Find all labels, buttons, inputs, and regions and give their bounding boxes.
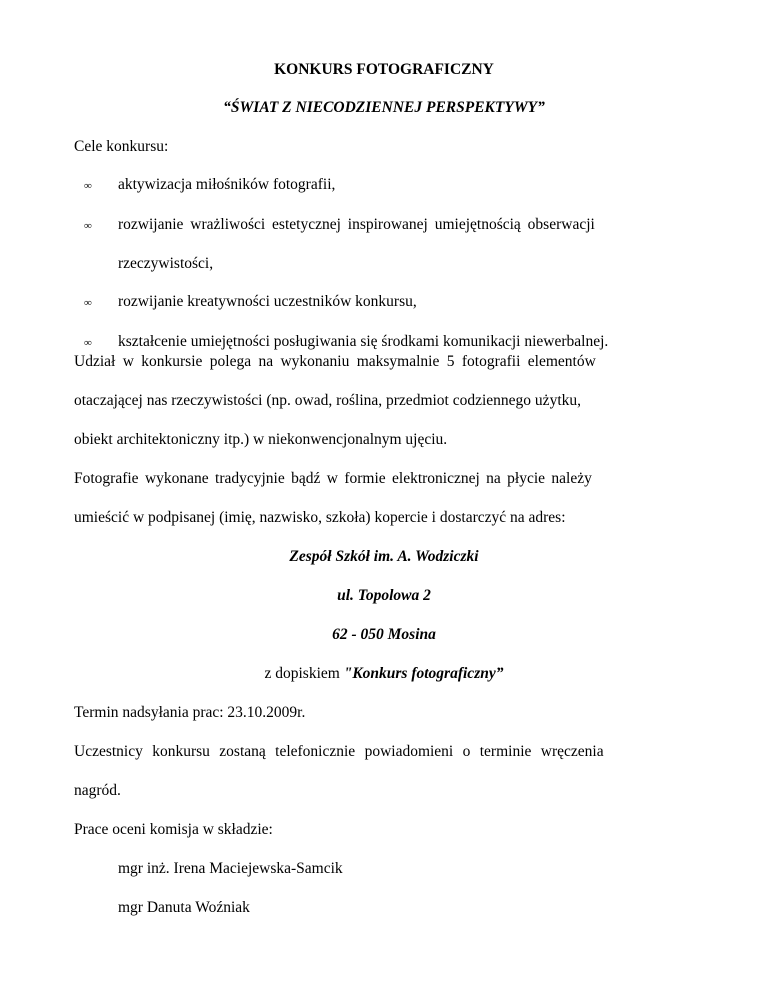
committee-member: mgr inż. Irena Maciejewska-Samcik — [118, 860, 343, 877]
participation-line: Udział w konkursie polega na wykonaniu maksymalnie 5 fotografii elementów — [74, 353, 596, 370]
participation-line: otaczającej nas rzeczywistości (np. owad, roślina, przedmiot codziennego użytku, — [74, 392, 581, 409]
address-name: Zespół Szkół im. A. Wodziczki — [289, 548, 479, 565]
bullet-icon: ∞ — [84, 180, 92, 192]
notification-line: nagród. — [74, 782, 121, 799]
participation-line: obiekt architektoniczny itp.) w niekonwencjonalnym ujęciu. — [74, 431, 448, 448]
notification-line: Uczestnicy konkursu zostaną telefonicznie powiadomieni o terminie wręczenia — [74, 743, 604, 760]
goal-item: rozwijanie kreatywności uczestników konkursu, — [118, 293, 417, 310]
committee-heading: Prace oceni komisja w składzie: — [74, 821, 273, 838]
document-subtitle: “ŚWIAT Z NIECODZIENNEJ PERSPEKTYWY” — [223, 99, 545, 116]
address-city: 62 - 050 Mosina — [332, 626, 436, 643]
bullet-icon: ∞ — [84, 337, 92, 349]
goal-item: kształcenie umiejętności posługiwania się środkami komunikacji niewerbalnej. — [118, 333, 609, 350]
note-line — [0, 665, 768, 683]
submission-line: Fotografie wykonane tradycyjnie bądź w formie elektronicznej na płycie należy — [74, 470, 592, 487]
submission-line: umieścić w podpisanej (imię, nazwisko, szkoła) kopercie i dostarczyć na adres: — [74, 509, 566, 526]
bullet-icon: ∞ — [84, 220, 92, 232]
goal-item-text: rozwijanie wrażliwości estetycznej inspirowanej umiejętnością obserwacji — [118, 216, 595, 233]
address-street: ul. Topolowa 2 — [337, 587, 431, 604]
note-label: "Konkurs fotograficzny” — [343, 665, 504, 682]
document-title: KONKURS FOTOGRAFICZNY — [274, 61, 494, 78]
goal-item: aktywizacja miłośników fotografii, — [118, 176, 336, 193]
committee-member: mgr Danuta Woźniak — [118, 899, 250, 916]
goal-item-continuation: rzeczywistości, — [118, 255, 214, 272]
bullet-icon: ∞ — [84, 297, 92, 309]
goal-item — [118, 216, 673, 234]
deadline-text: Termin nadsyłania prac: 23.10.2009r. — [74, 704, 306, 721]
note-prefix: z dopiskiem — [264, 665, 344, 682]
goals-heading: Cele konkursu: — [74, 138, 169, 155]
